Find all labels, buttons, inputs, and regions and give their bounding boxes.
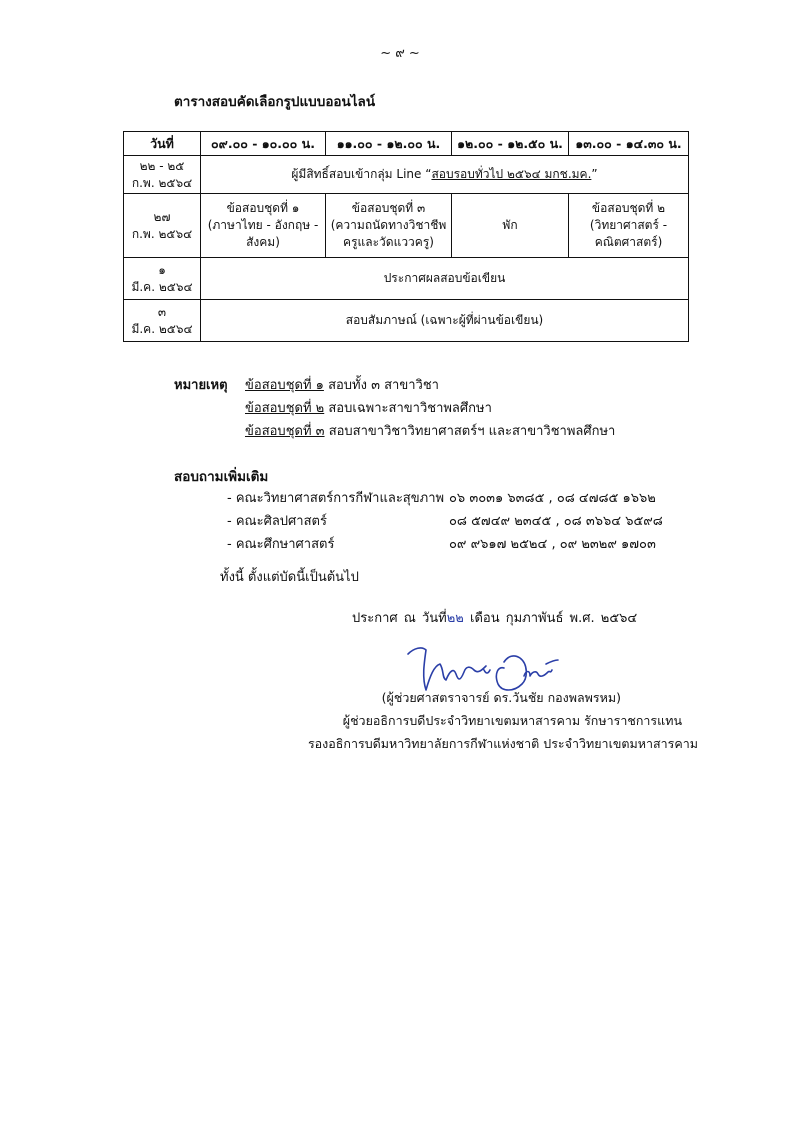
break-cell: พัก [452, 194, 569, 258]
table-title: ตารางสอบคัดเลือกรูปแบบออนไลน์ [174, 94, 376, 110]
date-cell [124, 300, 201, 342]
exam-schedule-table [123, 131, 689, 342]
faculty-phones: ๐๙ ๙๖๑๗ ๒๕๒๔ , ๐๙ ๒๓๒๙ ๑๗๐๓ [449, 537, 656, 552]
exam-set-1-subjects-cont: สังคม) [246, 235, 280, 249]
exam-set-3-cell [326, 194, 452, 258]
note-line [174, 374, 615, 397]
exam-set-3-subjects-cont: ครูและวัดแววครู) [343, 235, 434, 249]
line-group-cell [201, 156, 689, 194]
exam-set-1-cell [201, 194, 326, 258]
line-group-text: ผู้มีสิทธิ์สอบเข้ากลุ่ม Line “ [291, 167, 432, 181]
effective-statement: ทั้งนี้ ตั้งแต่บัดนี้เป็นต้นไป [220, 570, 359, 585]
date-month: มี.ค. ๒๕๖๔ [131, 279, 193, 294]
note-desc: สอบสาขาวิชาวิทยาศาสตร์ฯ และสาขาวิชาพลศึกษา [328, 424, 616, 439]
exam-set-1-title: ข้อสอบชุดที่ ๑ [226, 201, 300, 215]
note-set: ข้อสอบชุดที่ ๓ [245, 424, 325, 439]
results-announcement-cell: ประกาศผลสอบข้อเขียน [201, 258, 689, 300]
exam-set-3-subjects: (ความถนัดทางวิชาชีพ [330, 218, 447, 232]
list-item [227, 533, 697, 556]
table-row [124, 156, 689, 194]
date-days: ๓ [157, 304, 167, 319]
signer-block [0, 686, 800, 755]
exam-set-2-title: ข้อสอบชุดที่ ๒ [591, 201, 666, 215]
note-desc: สอบเฉพาะสาขาวิชาพลศึกษา [328, 401, 492, 416]
announcement-suffix: เดือน กุมภาพันธ์ พ.ศ. ๒๕๖๔ [463, 611, 638, 626]
note-set: ข้อสอบชุดที่ ๑ [245, 378, 324, 393]
line-group-quote: ” [591, 167, 598, 181]
faculty-phones: ๐๘ ๕๗๔๙ ๒๓๔๕ , ๐๘ ๓๖๖๔ ๖๕๙๘ [449, 514, 663, 529]
header-slot-1: ๐๙.๐๐ - ๑๐.๐๐ น. [201, 132, 326, 156]
note-line [174, 397, 615, 420]
date-days: ๑ [158, 262, 166, 277]
date-cell [124, 194, 201, 258]
date-days: ๒๒ - ๒๕ [139, 158, 185, 173]
faculty-name: - คณะศึกษาศาสตร์ [227, 537, 335, 552]
table-row [124, 194, 689, 258]
list-item [227, 487, 697, 510]
list-item [227, 510, 697, 533]
exam-set-3-title: ข้อสอบชุดที่ ๓ [351, 201, 426, 215]
signer-name: (ผู้ช่วยศาสตราจารย์ ดร.วันชัย กองพลพรหม) [381, 690, 621, 705]
table-row [124, 300, 689, 342]
notes-label: หมายเหตุ [174, 378, 228, 393]
announcement-prefix: ประกาศ ณ วันที่ [352, 611, 447, 626]
date-cell [124, 258, 201, 300]
date-days: ๒๗ [153, 209, 171, 224]
date-cell [124, 156, 201, 194]
header-slot-4: ๑๓.๐๐ - ๑๔.๓๐ น. [569, 132, 689, 156]
note-set: ข้อสอบชุดที่ ๒ [245, 401, 325, 416]
exam-set-2-cell [569, 194, 689, 258]
exam-set-1-subjects: (ภาษาไทย - อังกฤษ - [207, 218, 319, 232]
note-desc: สอบทั้ง ๓ สาขาวิชา [328, 378, 439, 393]
announcement-day: ๒๒ [446, 611, 464, 626]
date-month: ก.พ. ๒๕๖๔ [131, 226, 193, 241]
line-group-name: สอบรอบทั่วไป ๒๕๖๔ มกช.มค. [431, 167, 592, 181]
interview-cell: สอบสัมภาษณ์ (เฉพาะผู้ที่ผ่านข้อเขียน) [201, 300, 689, 342]
announcement-date [352, 607, 637, 628]
notes-section [174, 374, 615, 443]
table-row [124, 258, 689, 300]
note-line [174, 420, 615, 443]
date-month: มี.ค. ๒๕๖๔ [131, 321, 193, 336]
header-date: วันที่ [124, 132, 201, 156]
date-month: ก.พ. ๒๕๖๔ [131, 175, 193, 190]
contact-title: สอบถามเพิ่มเติม [174, 469, 269, 485]
exam-set-2-subjects: (วิทยาศาสตร์ - [589, 218, 668, 232]
page-number: ~ ๙ ~ [380, 46, 420, 61]
faculty-phones: ๐๖ ๓๐๓๑ ๖๓๘๕ , ๐๘ ๔๗๘๕ ๑๖๖๒ [449, 491, 656, 506]
faculty-name: - คณะวิทยาศาสตร์การกีฬาและสุขภาพ [227, 491, 445, 506]
table-header-row [124, 132, 689, 156]
contact-list [227, 487, 697, 556]
signer-position-1: ผู้ช่วยอธิการบดีประจำวิทยาเขตมหาสารคาม รักษาราชการแทน [342, 713, 682, 728]
header-slot-3: ๑๒.๐๐ - ๑๒.๕๐ น. [452, 132, 569, 156]
header-slot-2: ๑๑.๐๐ - ๑๒.๐๐ น. [326, 132, 452, 156]
signer-position-2: รองอธิการบดีมหาวิทยาลัยการกีฬาแห่งชาติ ประจำวิทยาเขตมหาสารคาม [307, 736, 698, 751]
faculty-name: - คณะศิลปศาสตร์ [227, 514, 327, 529]
exam-set-2-subjects-cont: คณิตศาสตร์) [594, 235, 663, 249]
